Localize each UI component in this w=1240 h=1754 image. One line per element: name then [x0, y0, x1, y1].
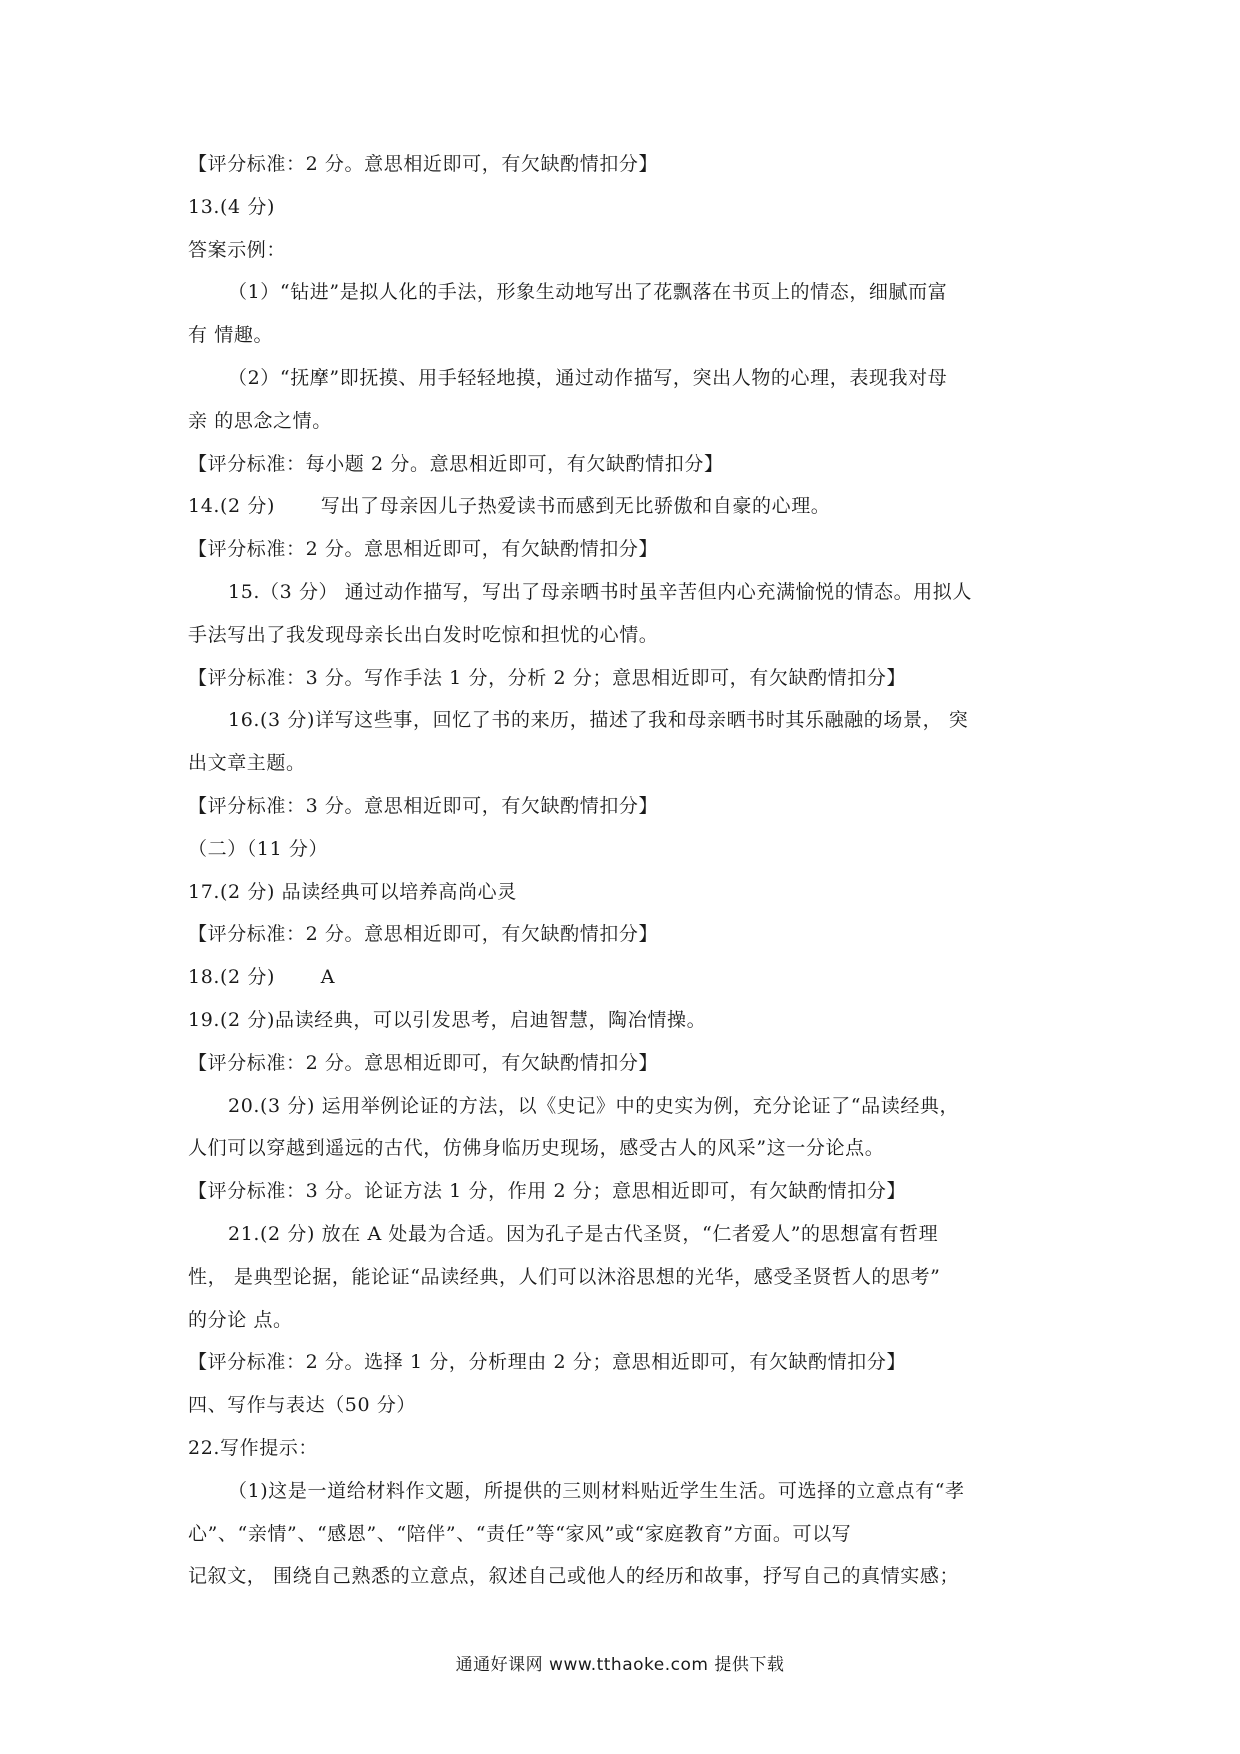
- text-line: 【评分标准：3 分。论证方法 1 分，作用 2 分；意思相近即可，有欠缺酌情扣分】: [188, 1180, 907, 1203]
- text-line: 手法写出了我发现母亲长出白发时吃惊和担忧的心情。: [188, 623, 659, 646]
- text-line: 亲 的思念之情。: [188, 409, 332, 432]
- text-line: 【评分标准：2 分。意思相近即可，有欠缺酌情扣分】: [188, 538, 659, 561]
- text-line: 人们可以穿越到遥远的古代，仿佛身临历史现场，感受古人的风采”这一分论点。: [188, 1137, 885, 1160]
- text-line: 【评分标准：2 分。选择 1 分，分析理由 2 分；意思相近即可，有欠缺酌情扣分】: [188, 1351, 907, 1374]
- text-line: 的分论 点。: [188, 1308, 293, 1331]
- text-line: 14.(2 分) 写出了母亲因儿子热爱读书而感到无比骄傲和自豪的心理。: [188, 495, 831, 518]
- text-line: 17.(2 分) 品读经典可以培养高尚心灵: [188, 880, 517, 903]
- text-line: （1)这是一道给材料作文题，所提供的三则材料贴近学生生活。可选择的立意点有“孝: [228, 1479, 965, 1502]
- text-line: 20.(3 分) 运用举例论证的方法，以《史记》中的史实为例，充分论证了“品读经典，: [228, 1094, 960, 1117]
- text-line: 【评分标准：3 分。意思相近即可，有欠缺酌情扣分】: [188, 794, 659, 817]
- text-line: 21.(2 分) 放在 A 处最为合适。因为孔子是古代圣贤，“仁者爱人”的思想富有哲理: [228, 1222, 939, 1245]
- text-line: 答案示例：: [188, 238, 287, 261]
- text-line: （二）（11 分）: [188, 837, 329, 860]
- text-line: 18.(2 分) A: [188, 966, 336, 989]
- text-line: 性， 是典型论据，能论证“品读经典，人们可以沐浴思想的光华，感受圣贤哲人的思考”: [188, 1265, 941, 1288]
- text-line: 19.(2 分)品读经典，可以引发思考，启迪智慧，陶冶情操。: [188, 1008, 707, 1031]
- text-line: 【评分标准：2 分。意思相近即可，有欠缺酌情扣分】: [188, 153, 659, 175]
- text-line: 心”、“亲情”、“感恩”、“陪伴”、“责任”等“家风”或“家庭教育”方面。可以写: [188, 1522, 852, 1545]
- text-line: 记叙文， 围绕自己熟悉的立意点，叙述自己或他人的经历和故事，抒写自己的真情实感；: [188, 1565, 960, 1588]
- text-line: 15.（3 分） 通过动作描写，写出了母亲晒书时虽辛苦但内心充满愉悦的情态。用拟人: [228, 580, 972, 603]
- text-line: （1）“钻进”是拟人化的手法，形象生动地写出了花飘落在书页上的情态，细腻而富: [228, 281, 948, 304]
- text-line: 四、写作与表达（50 分）: [188, 1394, 417, 1417]
- text-line: 16.(3 分)详写这些事，回忆了书的来历，描述了我和母亲晒书时其乐融融的场景， 突: [228, 709, 969, 732]
- text-line: 【评分标准：2 分。意思相近即可，有欠缺酌情扣分】: [188, 923, 659, 946]
- text-line: 【评分标准：3 分。写作手法 1 分，分析 2 分；意思相近即可，有欠缺酌情扣分】: [188, 666, 907, 689]
- text-line: 22.写作提示：: [188, 1436, 319, 1459]
- text-line: 13.(4 分): [188, 195, 275, 218]
- answer-key-content: [188, 143, 1058, 1598]
- text-line: 出文章主题。: [188, 752, 306, 775]
- text-line: 【评分标准：每小题 2 分。意思相近即可，有欠缺酌情扣分】: [188, 452, 724, 475]
- text-line: （2）“抚摩”即抚摸、用手轻轻地摸，通过动作描写，突出人物的心理，表现我对母: [228, 366, 948, 389]
- page-footer: 通通好课网 www.tthaoke.com 提供下载: [455, 1655, 785, 1675]
- text-line: 有 情趣。: [188, 324, 274, 347]
- text-line: 【评分标准：2 分。意思相近即可，有欠缺酌情扣分】: [188, 1051, 659, 1074]
